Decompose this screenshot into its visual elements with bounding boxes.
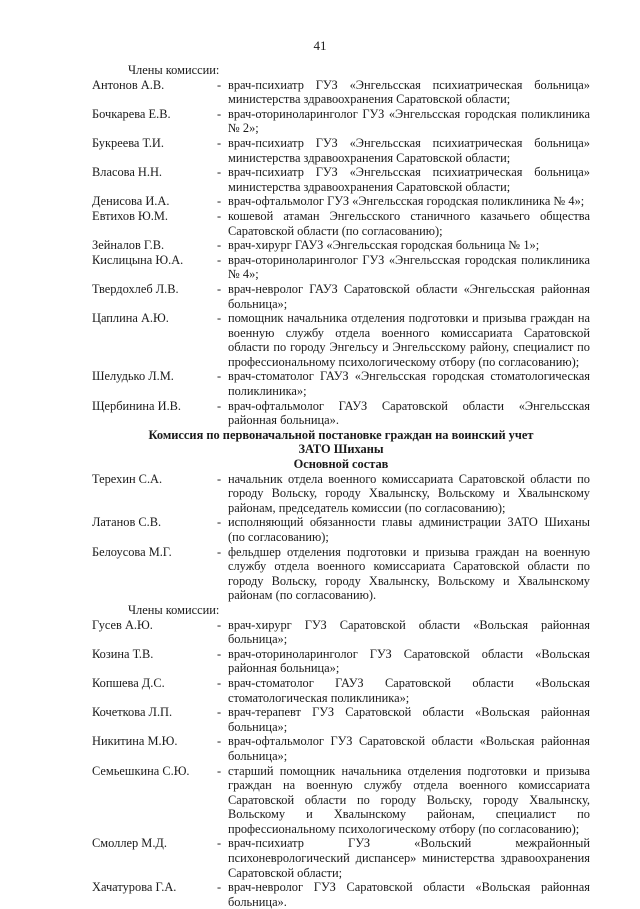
dash: - [217, 77, 222, 92]
member-role: врач-терапевт ГУЗ Саратовской области «Вольская районная больница»; [228, 705, 590, 734]
member-role: кошевой атаман Энгельсского станичного казачьего общества Саратовской области (по согласованию); [228, 208, 590, 238]
list-item [92, 136, 590, 165]
section2-members-label: Члены комиссии: [128, 602, 220, 617]
document-body [92, 63, 590, 909]
member-role: врач-невролог ГУЗ Саратовской области «Вольская районная больница». [228, 880, 590, 909]
member-name: Белоусова М.Г. [92, 544, 172, 559]
member-role: врач-психиатр ГУЗ «Энгельсская психиатрическая больница» министерства здравоохранения Саратовской области; [228, 77, 590, 107]
dash: - [217, 311, 222, 326]
dash: - [217, 252, 222, 267]
list-item [92, 764, 590, 837]
dash: - [217, 646, 222, 661]
list-item [92, 618, 590, 647]
dash: - [217, 880, 222, 895]
member-role: врач-офтальмолог ГАУЗ Саратовской области «Энгельсская районная больница». [228, 398, 590, 428]
dash: - [217, 544, 222, 559]
member-name: Денисова И.А. [92, 194, 170, 209]
list-item [92, 647, 590, 676]
dash: - [217, 281, 222, 296]
member-role: врач-невролог ГАУЗ Саратовской области «Энгельсская районная больница»; [228, 281, 590, 311]
dash: - [217, 208, 222, 223]
member-role: врач-хирург ГУЗ Саратовской области «Вольская районная больница»; [228, 617, 590, 647]
list-item [92, 194, 590, 209]
dash: - [217, 763, 222, 778]
core-composition-label: Основной состав [293, 457, 389, 472]
member-role: врач-офтальмолог ГУЗ «Энгельсская городская поликлиника № 4»; [228, 194, 585, 209]
list-item [92, 209, 590, 238]
member-name: Зейналов Г.В. [92, 238, 165, 253]
member-role: врач-стоматолог ГАУЗ «Энгельсская городская стоматологическая поликлиника»; [228, 369, 590, 399]
member-name: Власова Н.Н. [92, 165, 163, 180]
list-item [92, 238, 590, 253]
member-name: Копшева Д.С. [92, 675, 165, 690]
member-role: врач-психиатр ГУЗ «Энгельсская психиатрическая больница» министерства здравоохранения Саратовской области; [228, 135, 590, 165]
core-members-list [92, 472, 590, 603]
list-item [92, 676, 590, 705]
member-role: врач-офтальмолог ГУЗ Саратовской области «Вольская районная больница»; [228, 734, 590, 763]
member-role: фельдшер отделения подготовки и призыва граждан на военную службу отдела военного комиссариата Саратовской области по городу Вольску, городу Хвалынску, Вольскому и Хвалынскому районам (по согласованию). [228, 544, 590, 603]
member-name: Евтихов Ю.М. [92, 208, 168, 223]
list-item [92, 369, 590, 398]
list-item [92, 78, 590, 107]
member-role: врач-хирург ГАУЗ «Энгельсская городская больница № 1»; [228, 238, 540, 253]
section1-members-list [92, 78, 590, 428]
member-role: исполняющий обязанности главы администрации ЗАТО Шиханы (по согласованию); [228, 515, 590, 544]
list-item [92, 253, 590, 282]
member-role: старший помощник начальника отделения подготовки и призыва граждан на военную службу отдела военного комиссариата Саратовской области по городу Вольску, городу Хвалынску, Вольскому и Хвалынскому районам, специалист по профессиональному психологическому отбору (по согласованию); [228, 763, 590, 836]
list-item [92, 515, 590, 544]
dash: - [217, 675, 222, 690]
list-item [92, 399, 590, 428]
member-role: врач-оториноларинголог ГУЗ «Энгельсская городская поликлиника № 4»; [228, 252, 590, 282]
list-item [92, 734, 590, 763]
dash: - [217, 734, 222, 749]
dash: - [217, 836, 222, 851]
member-role: врач-психиатр ГУЗ «Энгельсская психиатрическая больница» министерства здравоохранения Саратовской области; [228, 165, 590, 194]
member-name: Семьешкина С.Ю. [92, 763, 190, 778]
member-role: врач-стоматолог ГАУЗ Саратовской области «Вольская стоматологическая поликлиника»; [228, 675, 590, 705]
list-item [92, 836, 590, 880]
member-name: Козина Т.В. [92, 646, 154, 661]
list-item [92, 545, 590, 603]
member-name: Смоллер М.Д. [92, 836, 167, 851]
member-name: Букреева Т.И. [92, 135, 164, 150]
commission-subtitle: ЗАТО Шиханы [298, 442, 384, 457]
member-name: Шелудько Л.М. [92, 369, 174, 384]
dash: - [217, 369, 222, 384]
dash: - [217, 705, 222, 720]
member-role: врач-оториноларинголог ГУЗ «Энгельсская городская поликлиника № 2»; [228, 106, 590, 136]
member-name: Бочкарева Е.В. [92, 106, 171, 121]
dash: - [217, 106, 222, 121]
member-name: Кочеткова Л.П. [92, 705, 173, 720]
list-item [92, 472, 590, 516]
member-role: помощник начальника отделения подготовки и призыва граждан на военную службу отдела военного комиссариата Саратовской области по городу Энгельсу и Энгельсскому району, специалист по профессиональному психологическому отбору (по согласованию); [228, 311, 590, 369]
member-name: Цаплина А.Ю. [92, 311, 169, 326]
member-role: врач-психиатр ГУЗ «Вольский межрайонный психоневрологический диспансер» министерства здравоохранения Саратовской области; [228, 836, 590, 880]
list-item [92, 165, 590, 194]
dash: - [217, 165, 222, 180]
list-item [92, 311, 590, 369]
list-item [92, 107, 590, 136]
member-name: Щербинина И.В. [92, 398, 182, 413]
dash: - [217, 135, 222, 150]
member-name: Хачатурова Г.А. [92, 880, 177, 895]
member-name: Кислицына Ю.А. [92, 252, 184, 267]
dash: - [217, 515, 222, 530]
list-item [92, 705, 590, 734]
member-name: Латанов С.В. [92, 515, 162, 530]
commission-title: Комиссия по первоначальной постановке граждан на воинский учет [148, 427, 534, 442]
member-name: Терехин С.А. [92, 471, 163, 486]
member-name: Антонов А.В. [92, 77, 165, 92]
dash: - [217, 238, 222, 253]
section1-members-label: Члены комиссии: [128, 63, 220, 77]
member-role: начальник отдела военного комиссариата Саратовской области по городу Вольску, городу Хвалынску, Вольскому и Хвалынскому районам, председатель комиссии (по согласованию); [228, 471, 590, 515]
dash: - [217, 194, 222, 209]
dash: - [217, 398, 222, 413]
page-number: 41 [313, 38, 327, 53]
dash: - [217, 617, 222, 632]
member-name: Никитина М.Ю. [92, 734, 178, 749]
section2-members-list [92, 618, 590, 909]
dash: - [217, 471, 222, 486]
list-item [92, 282, 590, 311]
member-name: Твердохлеб Л.В. [92, 281, 179, 296]
member-name: Гусев А.Ю. [92, 617, 153, 632]
member-role: врач-оториноларинголог ГУЗ Саратовской области «Вольская районная больница»; [228, 646, 590, 676]
